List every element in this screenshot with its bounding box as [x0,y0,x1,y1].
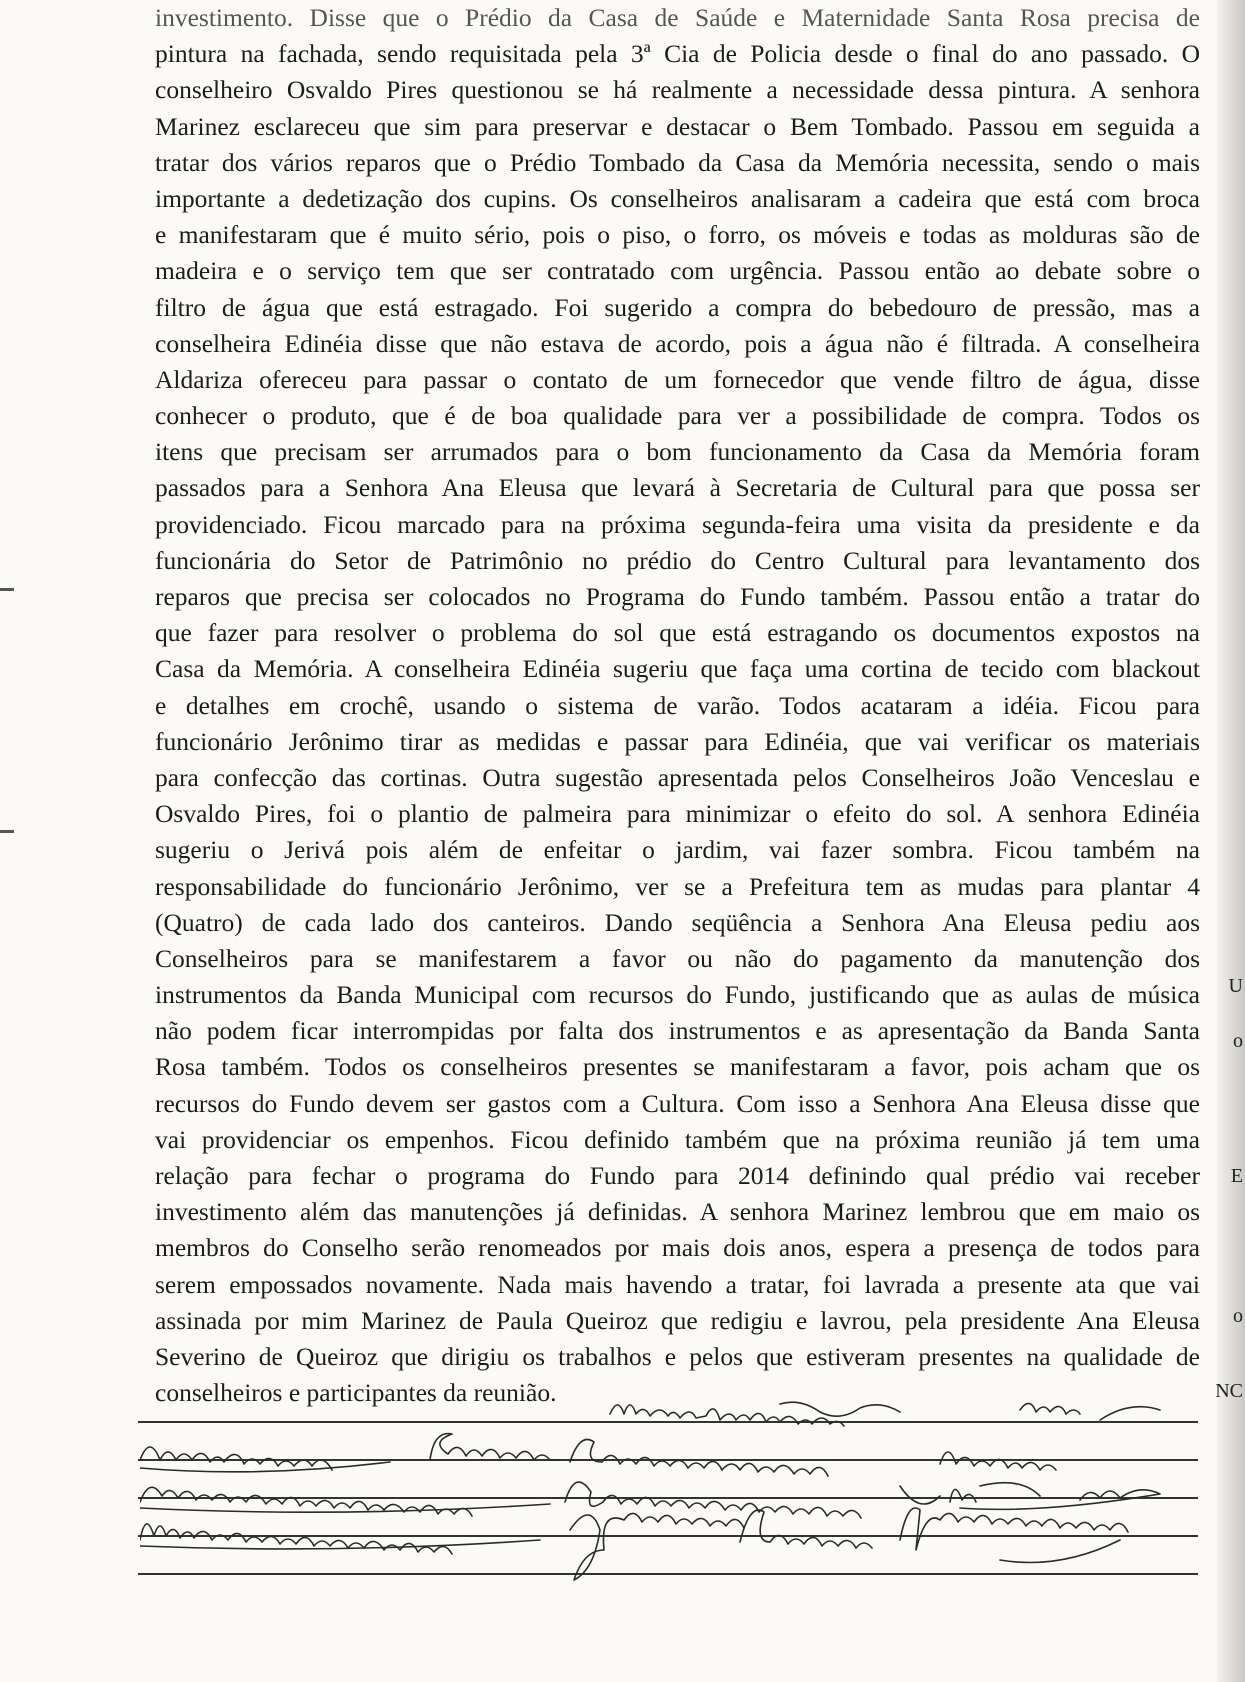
text-line: providenciado. Ficou marcado para na próxima segunda-feira uma visita da presidente e da [155,509,1200,539]
text-line: e manifestaram que é muito sério, pois o piso, o forro, os móveis e todas as molduras são de [155,220,1200,250]
minutes-body-text [155,0,1200,1411]
edge-mark: NC [1215,1380,1243,1402]
text-line: itens que precisam ser arrumados para o bom funcionamento da Casa da Memória foram [155,437,1200,467]
text-line: reparos que precisa ser colocados no Programa do Fundo também. Passou então a tratar do [155,582,1200,611]
text-line: e detalhes em crochê, usando o sistema de varão. Todos acataram a idéia. Ficou para [155,690,1200,720]
text-line: instrumentos da Banda Municipal com recursos do Fundo, justificando que as aulas de música [155,980,1200,1010]
text-line: importante a dedetização dos cupins. Os conselheiros analisaram a cadeira que está com broca [155,183,1200,213]
page-edge-shadow [1217,0,1245,1682]
text-line: Rosa também. Todos os conselheiros presentes se manifestaram a favor, pois acham que os [155,1052,1200,1082]
text-line: (Quatro) de cada lado dos canteiros. Dando seqüência a Senhora Ana Eleusa pediu aos [155,907,1200,937]
text-line: recursos do Fundo devem ser gastos com a Cultura. Com isso a Senhora Ana Eleusa disse que [155,1088,1200,1118]
text-line: conselheiros e participantes da reunião. [155,1378,557,1408]
text-line: assinada por mim Marinez de Paula Queiroz que redigiu e lavrou, pela presidente Ana Eleusa [155,1305,1200,1335]
text-line: membros do Conselho serão renomeados por mais dois anos, espera a presença de todos para [155,1233,1200,1263]
text-line: passados para a Senhora Ana Eleusa que levará à Secretaria de Cultural para que possa ser [155,473,1200,503]
edge-mark: E [1230,1165,1243,1187]
handwritten-signatures [140,1390,1200,1640]
text-line: investimento além das manutenções já definidas. A senhora Marinez lembrou que em maio os [155,1197,1200,1227]
text-line: Conselheiros para se manifestarem a favor ou não do pagamento da manutenção dos [155,943,1200,973]
edge-mark: U [1228,975,1243,997]
text-line: relação para fechar o programa do Fundo para 2014 definindo qual prédio vai receber [155,1161,1200,1190]
text-line: Osvaldo Pires, foi o plantio de palmeira para minimizar o efeito do sol. A senhora Edinéia [155,799,1200,829]
text-line: vai providenciar os empenhos. Ficou definido também que na próxima reunião já tem uma [155,1124,1200,1154]
text-line: funcionária do Setor de Patrimônio no prédio do Centro Cultural para levantamento dos [155,545,1200,575]
text-line: não podem ficar interrompidas por falta dos instrumentos e as apresentação da Banda Santa [155,1016,1200,1046]
binder-mark [0,830,14,833]
text-line: para confecção das cortinas. Outra sugestão apresentada pelos Conselheiros João Venceslau e [155,762,1200,792]
text-line: filtro de água que está estragado. Foi sugerido a compra do bebedouro de pressão, mas a [155,292,1200,322]
text-line: Aldariza ofereceu para passar o contato de um fornecedor que vende filtro de água, disse [155,364,1200,394]
text-line: serem empossados novamente. Nada mais havendo a tratar, foi lavrada a presente ata que vai [155,1269,1200,1299]
edge-mark: o [1233,1030,1243,1052]
text-line: sugeriu o Jerivá pois além de enfeitar o jardim, vai fazer sombra. Ficou também na [155,835,1200,865]
text-line: conselheira Edinéia disse que não estava de acordo, pois a água não é filtrada. A conselheira [155,328,1200,358]
text-line: Marinez esclareceu que sim para preservar e destacar o Bem Tombado. Passou em seguida a [155,111,1200,141]
text-line: funcionário Jerônimo tirar as medidas e passar para Edinéia, que vai verificar os materiais [155,726,1200,756]
edge-mark: o [1233,1305,1243,1327]
text-line: pintura na fachada, sendo requisitada pela 3ª Cia de Policia desde o final do ano passado. O [155,39,1200,69]
text-line: que fazer para resolver o problema do sol que está estragando os documentos expostos na [155,618,1200,648]
signature-scribbles [140,1390,1200,1640]
text-line: Casa da Memória. A conselheira Edinéia sugeriu que faça uma cortina de tecido com blackout [155,654,1200,684]
text-line: investimento. Disse que o Prédio da Casa de Saúde e Maternidade Santa Rosa precisa de [155,3,1200,32]
text-line: conhecer o produto, que é de boa qualidade para ver a possibilidade de compra. Todos os [155,401,1200,431]
text-line: madeira e o serviço tem que ser contratado com urgência. Passou então ao debate sobre o [155,256,1200,286]
text-line: responsabilidade do funcionário Jerônimo, ver se a Prefeitura tem as mudas para plantar 4 [155,871,1200,901]
text-line: conselheiro Osvaldo Pires questionou se há realmente a necessidade dessa pintura. A senhora [155,75,1200,105]
text-line: Severino de Queiroz que dirigiu os trabalhos e pelos que estiveram presentes na qualidade de [155,1341,1200,1371]
text-line: tratar dos vários reparos que o Prédio Tombado da Casa da Memória necessita, sendo o mais [155,147,1200,177]
binder-mark [0,588,14,591]
